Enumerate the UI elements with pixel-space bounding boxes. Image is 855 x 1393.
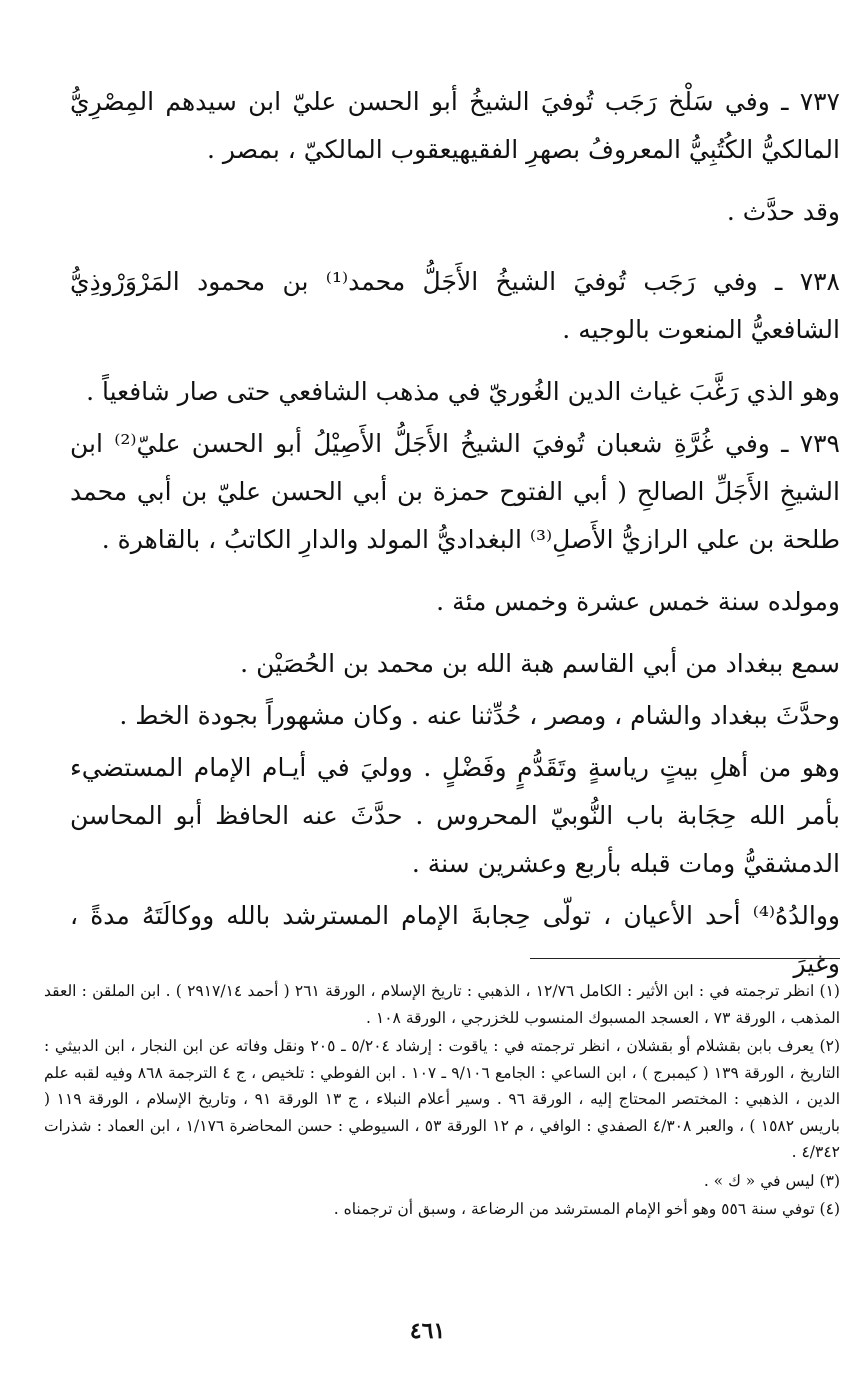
entry-738-note: وهو الذي رَغَّبَ غياث الدين الغُوريّ في مذهب الشافعي حتى صار شافعياً . bbox=[86, 377, 840, 406]
family-paragraph: وهو من أهلِ بيتٍ رياسةٍ وتَقَدُّمٍ وفَضْلٍ . ووليَ في أيـام الإمام المستضيء بأمر الله حِجَابة باب النُّوبيّ المحروس . حدَّثَ عنه الحافظ أبو المحاسن الدمشقيُّ ومات قبله بأربع وعشرين سنة . bbox=[70, 753, 840, 878]
page-number: ٤٦١ bbox=[409, 1318, 446, 1344]
entry-737-paragraph: ٧٣٧ ـ وفي سَلْخ رَجَب تُوفيَ الشيخُ أبو الحسن عليّ ابن سيدهم المِصْرِيُّ المالكيُّ الكُتُبِيُّ المعروفُ بصهرِ الفقيهيعقوب المالكيّ ، بمصر . bbox=[70, 87, 840, 164]
hearing-paragraph: سمع ببغداد من أبي القاسم هبة الله بن محمد بن الحُصَيْن . bbox=[240, 649, 840, 678]
narration-paragraph: وحدَّثَ ببغداد والشام ، ومصر ، حُدِّثنا عنه . وكان مشهوراً بجودة الخط . bbox=[119, 701, 840, 730]
entry-739-paragraph: ٧٣٩ ـ وفي غُرَّةِ شعبان تُوفيَ الشيخُ الأَجَلُّ الأَصِيْلُ أبو الحسن عليّ⁽²⁾ ابن الشيخِ الأَجَلِّ الصالحِ ( أبي الفتوح حمزة بن أبي الحسن عليّ بن أبي محمد طلحة بن علي الرازيُّ الأَصلِ⁽³⁾ البغداديُّ المولد والدارِ الكاتبُ ، بالقاهرة . bbox=[70, 429, 840, 554]
footnote-divider bbox=[530, 958, 840, 959]
footnote-4: (٤) توفي سنة ٥٥٦ وهو أخو الإمام المسترشد من الرضاعة ، وسبق أن ترجمناه . bbox=[333, 1200, 840, 1218]
footnote-2: (٢) يعرف بابن بقشلام أو بقشلان ، انظر ترجمته في : ياقوت : إرشاد ٥/٢٠٤ ـ ٢٠٥ ونقل وفاته عن ابن النجار ، ابن الدبيثي : التاريخ ، الورقة ١٣٩ ( كيمبرج ) ، ابن الساعي : الجامع ٩/١٠٦ ـ ١٠٧ . ابن الفوطي : تلخيص ، ج ٤ الترجمة ٨٦٨ وفيه لقبه علم الدين ، الذهبي : المختصر المحتاج إليه ، الورقة ٩٦ . وسير أعلام النبلاء ، ج ١٣ الورقة ٩١ ، وتاريخ الإسلام ، الورقة ١١٩ ( باريس ١٥٨٢ ) ، والعبر ٤/٣٠٨ الصفدي : الوافي ، م ١٢ الورقة ٥٣ ، السيوطي : حسن المحاضرة ١/١٧٦ ، ابن العماد : شذرات ٤/٣٤٢ . bbox=[44, 1037, 840, 1161]
footnotes bbox=[44, 978, 840, 1225]
footnote-3: (٣) ليس في « ك » . bbox=[703, 1171, 840, 1190]
birth-paragraph: ومولده سنة خمس عشرة وخمس مئة . bbox=[436, 587, 840, 616]
entry-738-paragraph: ٧٣٨ ـ وفي رَجَب تُوفيَ الشيخُ الأَجَلُّ محمد⁽¹⁾ بن محمود المَرْوَرْوذِيُّ الشافعيُّ المنعوت بالوجيه . bbox=[70, 267, 840, 344]
entry-737-note: وقد حدَّث . bbox=[726, 197, 840, 226]
main-text bbox=[70, 78, 840, 1002]
footnote-1: (١) انظر ترجمته في : ابن الأثير : الكامل ١٢/٧٦ ، الذهبي : تاريخ الإسلام ، الورقة ٢٦١ ( أحمد ٢٩١٧/١٤ ) . ابن الملقن : العقد المذهب ، الورقة ٧٣ ، العسجد المسبوك المنسوب للخزرجي ، الورقة ١٠٨ . bbox=[44, 982, 840, 1027]
father-paragraph: ووالدُهُ⁽⁴⁾ أحد الأعيان ، تولّى حِجابةَ الإمام المسترشد بالله ووكالَتَهُ مدةً ، وغيرَ bbox=[70, 901, 840, 978]
